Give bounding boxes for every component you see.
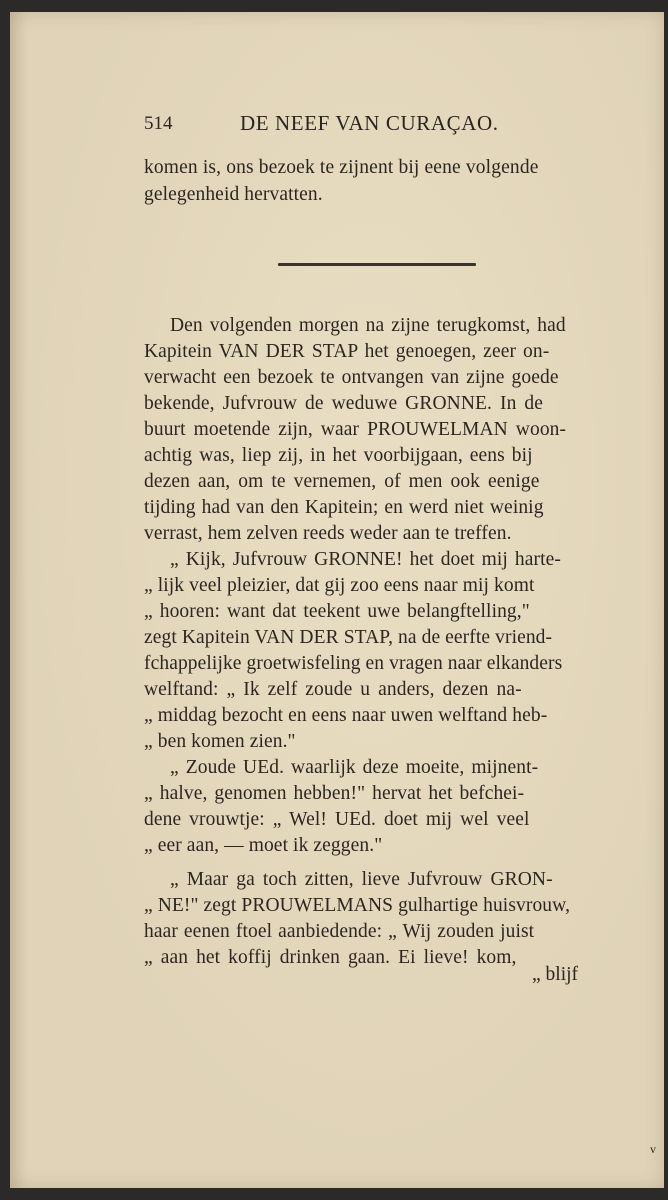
page-number: 514 [144, 113, 173, 134]
page-header [144, 105, 618, 135]
text-line: komen is, ons bezoek te zijnent bij eene volgende [144, 157, 539, 178]
catchword: „ blijf [532, 964, 579, 985]
text-line: fchappelijke groetwisfeling en vragen naar elkanders [144, 653, 563, 674]
text-line: bekende, Jufvrouw de weduwe GRONNE. In de [144, 393, 543, 414]
text-line: „ aan het koffij drinken gaan. Ei lieve! kom, [144, 947, 517, 968]
text-line: „ Zoude UEd. waarlijk deze moeite, mijnent- [170, 757, 539, 778]
text-line: dezen aan, om te vernemen, of men ook eenige [144, 471, 540, 492]
text-line: „ Kijk, Jufvrouw GRONNE! het doet mij harte- [170, 549, 561, 570]
text-line: Den volgenden morgen na zijne terugkomst, had [170, 315, 566, 336]
text-line: „ eer aan, — moet ik zeggen." [144, 835, 383, 856]
text-line: dene vrouwtje: „ Wel! UEd. doet mij wel veel [144, 809, 530, 830]
text-line: „ halve, genomen hebben!" hervat het befchei- [144, 783, 525, 804]
text-line: „ hooren: want dat teekent uwe belangftelling," [144, 601, 530, 622]
text-line: haar eenen ftoel aanbiedende: „ Wij zouden juist [144, 921, 535, 942]
text-line: „ ben komen zien." [144, 731, 296, 752]
text-line: tijding had van den Kapitein; en werd niet weinig [144, 497, 544, 518]
text-line: „ Maar ga toch zitten, lieve Jufvrouw GRON- [170, 869, 553, 890]
text-line: „ middag bezocht en eens naar uwen welftand heb- [144, 705, 548, 726]
text-line: zegt Kapitein VAN DER STAP, na de eerfte vriend- [144, 627, 553, 648]
text-line: „ NE!" zegt PROUWELMANS gulhartige huisvrouw, [144, 895, 571, 916]
margin-mark: v [650, 1142, 656, 1156]
text-line: „ lijk veel pleizier, dat gij zoo eens naar mij komt [144, 575, 535, 596]
text-line: achtig was, liep zij, in het voorbijgaan, eens bij [144, 445, 533, 466]
text-line: gelegenheid hervatten. [144, 184, 323, 205]
section-divider [278, 263, 476, 266]
text-line: welftand: „ Ik zelf zoude u anders, dezen na- [144, 679, 522, 700]
text-line: buurt moetende zijn, waar PROUWELMAN woon- [144, 419, 567, 440]
text-line: verwacht een bezoek te ontvangen van zijne goede [144, 367, 559, 388]
book-page [10, 12, 664, 1188]
text-line: verrast, hem zelven reeds weder aan te treffen. [144, 523, 512, 544]
text-line: Kapitein VAN DER STAP het genoegen, zeer on- [144, 341, 550, 362]
running-title: DE NEEF VAN CURAÇAO. [240, 111, 499, 135]
